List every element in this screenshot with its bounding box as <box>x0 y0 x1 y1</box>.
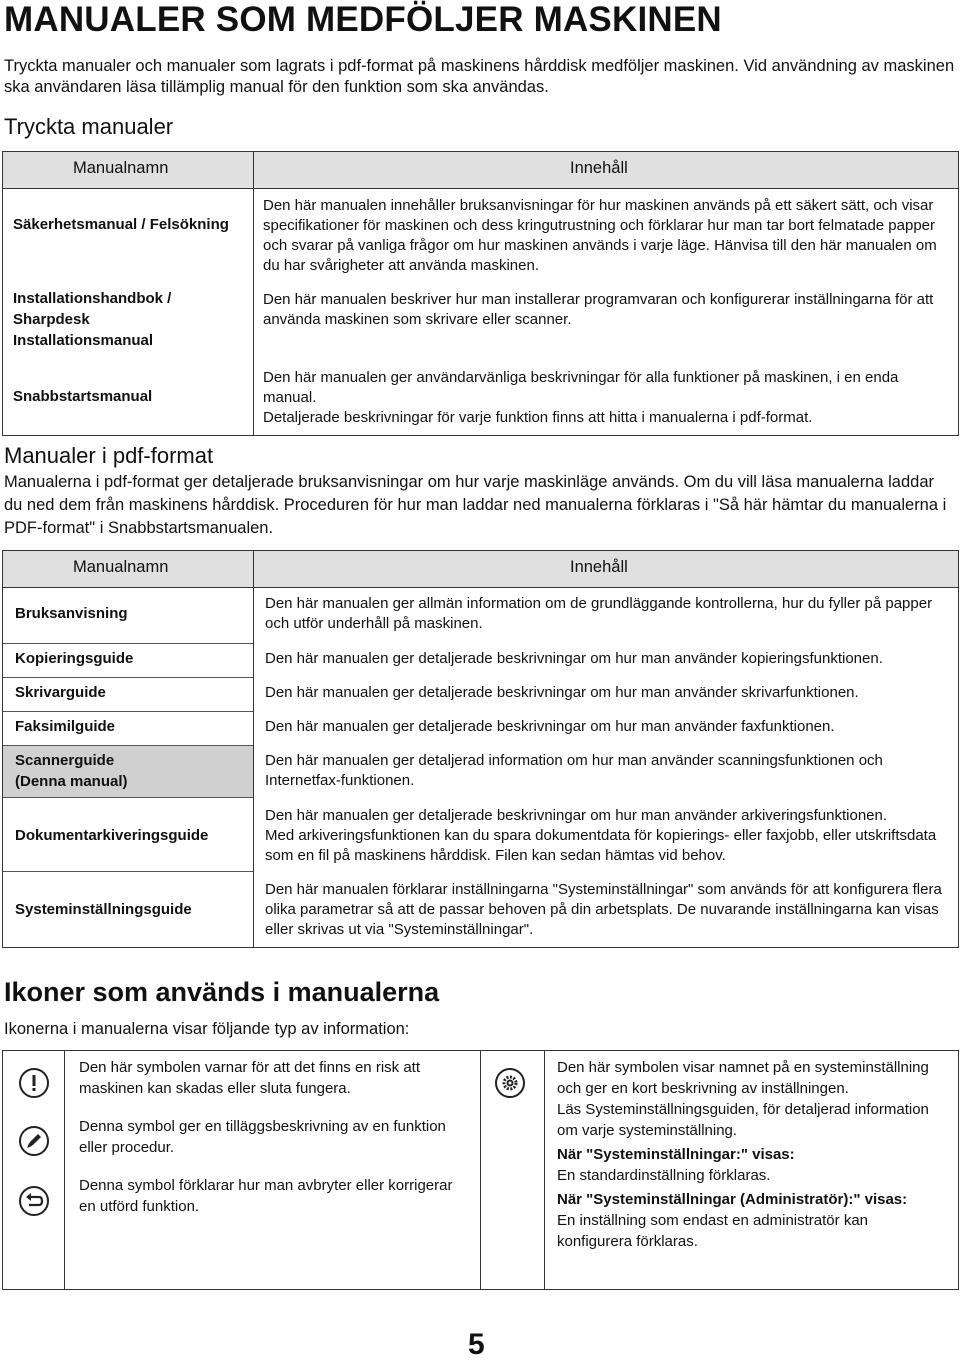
column-divider <box>480 1051 481 1289</box>
settings-line: Läs Systeminställningsguiden, för detaljerad information om varje systeminställning. <box>557 1101 929 1139</box>
row-divider <box>3 797 253 798</box>
description-line: Med arkiveringsfunktionen kan du spara dokumentdata för kopierings- eller faxjobb, eller utskriftsdata som en fil på maskinens hårddisk. Filen kan sedan hämtas vid behov. <box>265 827 937 864</box>
settings-line: Den här symbolen visar namnet på en systeminställning och ger en kort beskrivning av inställningen. <box>557 1059 929 1097</box>
pencil-description: Denna symbol ger en tilläggsbeskrivning av en funktion eller procedur. <box>79 1118 446 1156</box>
row-divider <box>3 643 253 644</box>
manual-name: Säkerhetsmanual / Felsökning <box>13 216 229 233</box>
table-header <box>3 551 958 588</box>
printed-manuals-heading: Tryckta manualer <box>4 114 174 139</box>
manual-name: Snabbstartsmanual <box>13 388 153 405</box>
column-header-name: Manualnamn <box>73 558 169 576</box>
manual-name: Kopieringsguide <box>15 650 134 667</box>
manual-description <box>263 368 953 428</box>
column-divider <box>64 1051 65 1289</box>
return-description: Denna symbol förklarar hur man avbryter eller korrigerar en utförd funktion. <box>79 1177 453 1215</box>
description-line: Den här manualen ger användarvänliga beskrivningar för alla funktioner på maskinen, i en enda manual. <box>263 369 899 406</box>
manual-name: Faksimilguide <box>15 718 116 735</box>
manual-description <box>265 806 955 866</box>
icons-table <box>2 1050 959 1290</box>
pdf-manuals-table <box>2 550 959 948</box>
row-divider <box>3 711 253 712</box>
pdf-manuals-heading: Manualer i pdf-format <box>4 443 214 468</box>
manual-description: Den här manualen ger detaljerade beskrivningar om hur man använder faxfunktionen. <box>265 718 835 735</box>
page-number: 5 <box>468 1328 485 1361</box>
column-header-content: Innehåll <box>570 558 628 576</box>
settings-line: En inställning som endast en administratör kan konfigurera förklaras. <box>557 1212 869 1250</box>
warning-icon <box>19 1068 49 1098</box>
manual-name: Bruksanvisning <box>15 605 128 622</box>
pdf-manuals-paragraph: Manualerna i pdf-format ger detaljerade bruksanvisningar om hur varje maskinläge används. Om du vill läsa manualerna laddar du ned dem från maskinens hårddisk. Proceduren för hur man laddar ned manualerna förklaras i "Så här hämtar du manualerna i PDF-format" i Snabbstartsmanualen. <box>4 473 947 537</box>
manual-name-line: Scannerguide <box>15 752 115 769</box>
description-line: Den här manualen ger detaljerade beskrivningar om hur man använder arkiveringsfunktionen. <box>265 807 888 824</box>
warning-description: Den här symbolen varnar för att det finns en risk att maskinen kan skadas eller sluta fungera. <box>79 1059 420 1097</box>
column-header-name: Manualnamn <box>73 159 169 177</box>
manual-description: Den här manualen ger detaljerad information om hur man använder scanningsfunktionen och Internetfax-funktionen. <box>265 752 883 789</box>
manual-name: Systeminställningsguide <box>15 901 192 918</box>
manual-description: Den här manualen beskriver hur man installerar programvaran och konfigurerar inställningarna för att använda maskinen som skrivare eller scanner. <box>263 291 934 328</box>
manual-description: Den här manualen ger detaljerade beskrivningar om hur man använder kopieringsfunktionen. <box>265 650 883 667</box>
settings-gear-icon <box>495 1068 525 1098</box>
manual-description: Den här manualen ger allmän information om de grundläggande kontrollerna, hur du fyller på papper och utför underhåll på maskinen. <box>265 595 933 632</box>
manual-name: Skrivarguide <box>15 684 106 701</box>
settings-subheading: När "Systeminställningar (Administratör):" visas: <box>557 1191 908 1208</box>
settings-line: En standardinställning förklaras. <box>557 1167 771 1184</box>
manual-description: Den här manualen förklarar inställningarna "Systeminställningar" som används för att konfigurera flera olika parametrar så att de passar behoven på din arbetsplats. De nuvarande inställningarna kan visas eller skrivas ut via "Systeminställningar". <box>265 881 942 938</box>
settings-subheading: När "Systeminställningar:" visas: <box>557 1146 795 1163</box>
column-divider <box>253 551 254 947</box>
manual-name: Dokumentarkiveringsguide <box>15 827 209 844</box>
intro-paragraph: Tryckta manualer och manualer som lagrats i pdf-format på maskinens hårddisk medföljer maskinen. Vid användning av maskinen ska användaren läsa tillämplig manual för den funktion som ska användas. <box>4 57 955 96</box>
pencil-icon <box>19 1126 49 1156</box>
manual-name-current <box>15 750 128 792</box>
column-divider <box>253 152 254 435</box>
settings-description <box>557 1057 947 1252</box>
row-divider <box>3 871 253 872</box>
icons-section-subtitle: Ikonerna i manualerna visar följande typ av information: <box>4 1020 410 1038</box>
manual-name-line: (Denna manual) <box>15 773 128 790</box>
manual-description: Den här manualen ger detaljerade beskrivningar om hur man använder skrivarfunktionen. <box>265 684 859 701</box>
printed-manuals-table <box>2 151 959 436</box>
column-divider <box>544 1051 545 1289</box>
manual-description: Den här manualen innehåller bruksanvisningar för hur maskinen används på ett säkert sätt, och visar specifikationer för maskinen och dess kringutrustning och förklarar hur man tar bort felmatade papper och svarar på vanliga frågor om hur maskinen används i varje läge. Hänvisa till den här manualen om du har svårigheter att använda maskinen. <box>263 197 937 274</box>
icons-section-heading: Ikoner som används i manualerna <box>4 977 440 1007</box>
return-icon <box>19 1186 49 1216</box>
table-header <box>3 152 958 189</box>
description-line: Detaljerade beskrivningar för varje funktion finns att hitta i manualerna i pdf-format. <box>263 409 813 426</box>
column-header-content: Innehåll <box>570 159 628 177</box>
page-title: MANUALER SOM MEDFÖLJER MASKINEN <box>4 0 722 39</box>
manual-name: Installationshandbok / Sharpdesk Installationsmanual <box>13 290 172 349</box>
row-divider <box>3 677 253 678</box>
